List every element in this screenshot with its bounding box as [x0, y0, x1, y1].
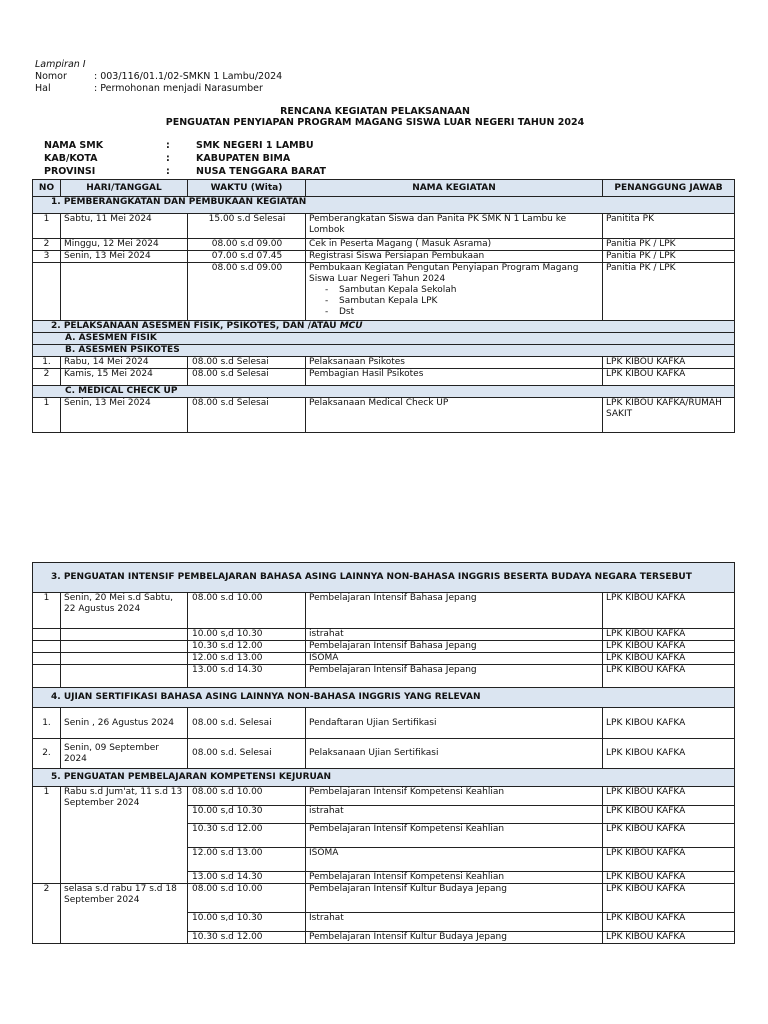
cell-time: 15.00 s.d Selesai [188, 214, 306, 239]
section-title: 1. PEMBERANGKATAN DAN PEMBUKAAN KEGIATAN [33, 197, 735, 214]
cell-activity: Pelaksanaan Ujian Sertifikasi [306, 739, 603, 769]
cell-date: Kamis, 15 Mei 2024 [61, 369, 188, 386]
cell-no: 2. [33, 739, 61, 769]
info-value: NUSA TENGGARA BARAT [196, 166, 327, 177]
cell-pic: LPK KIBOU KAFKA [603, 913, 735, 932]
cell-date [61, 653, 188, 665]
table-row [33, 239, 735, 251]
cell-pic: LPK KIBOU KAFKA [603, 739, 735, 769]
activity-sublist [309, 285, 599, 318]
info-label: NAMA SMK [44, 140, 104, 151]
cell-no: 2 [33, 369, 61, 386]
cell-pic: LPK KIBOU KAFKA [603, 593, 735, 629]
info-row [44, 139, 326, 152]
cell-pic: Panitia PK / LPK [603, 239, 735, 251]
cell-date [61, 665, 188, 688]
cell-no: 2 [33, 239, 61, 251]
cell-no: 1 [33, 787, 61, 884]
cell-date: Senin , 26 Agustus 2024 [61, 708, 188, 739]
section-row [33, 769, 735, 787]
cell-no: 1. [33, 357, 61, 369]
document-subtitle: PENGUATAN PENYIAPAN PROGRAM MAGANG SISWA LUAR NEGERI TAHUN 2024 [165, 117, 585, 128]
cell-date [61, 629, 188, 641]
subsection-row [33, 333, 735, 345]
table-row [33, 884, 735, 913]
cell-pic: LPK KIBOU KAFKA [603, 369, 735, 386]
subsection-title: A. ASESMEN FISIK [33, 333, 735, 345]
cell-time: 13.00 s.d 14.30 [188, 872, 306, 884]
info-label: PROVINSI [44, 166, 96, 177]
col-time: WAKTU (Wita) [188, 180, 306, 197]
cell-date: Rabu s.d Jum'at, 11 s.d 13 September 2024 [61, 787, 188, 884]
list-item: - Dst [325, 307, 599, 318]
info-row [44, 152, 326, 165]
cell-activity [306, 263, 603, 321]
cell-activity: Pemberangkatan Siswa dan Panita PK SMK N 1 Lambu ke Lombok [306, 214, 603, 239]
cell-pic: LPK KIBOU KAFKA [603, 641, 735, 653]
document-title: RENCANA KEGIATAN PELAKSANAAN [280, 106, 470, 117]
cell-time: 08.00 s.d Selesai [188, 357, 306, 369]
col-date: HARI/TANGGAL [61, 180, 188, 197]
list-item: - Sambutan Kepala LPK [325, 296, 599, 307]
section-title-italic: MCU [339, 321, 363, 331]
lampiran-label: Lampiran I [35, 59, 86, 70]
table-row [33, 665, 735, 688]
table-row [33, 708, 735, 739]
cell-activity: istrahat [306, 629, 603, 641]
cell-time: 08.00 s.d 10.00 [188, 593, 306, 629]
cell-pic: LPK KIBOU KAFKA [603, 708, 735, 739]
subsection-title: B. ASESMEN PSIKOTES [33, 345, 735, 357]
cell-activity: Pendaftaran Ujian Sertifikasi [306, 708, 603, 739]
table-row [33, 251, 735, 263]
cell-no: 3 [33, 251, 61, 263]
cell-activity: Pembelajaran Intensif Kompetensi Keahlian [306, 787, 603, 806]
cell-activity: Pembelajaran Intensif Bahasa Jepang [306, 665, 603, 688]
cell-time: 08.00 s.d 09.00 [188, 239, 306, 251]
cell-activity: Cek in Peserta Magang ( Masuk Asrama) [306, 239, 603, 251]
cell-no [33, 665, 61, 688]
cell-no [33, 263, 61, 321]
info-label: KAB/KOTA [44, 153, 98, 164]
hal-value: : Permohonan menjadi Narasumber [94, 83, 263, 94]
cell-pic: Panitia PK / LPK [603, 263, 735, 321]
cell-activity: Registrasi Siswa Persiapan Pembukaan [306, 251, 603, 263]
cell-no: 1 [33, 214, 61, 239]
section-row [33, 688, 735, 708]
cell-activity: Pembelajaran Intensif Kultur Budaya Jepang [306, 932, 603, 944]
subsection-row [33, 345, 735, 357]
cell-pic: LPK KIBOU KAFKA [603, 665, 735, 688]
cell-no: 2 [33, 884, 61, 944]
section-title: 4. UJIAN SERTIFIKASI BAHASA ASING LAINNYA NON-BAHASA INGGRIS YANG RELEVAN [33, 688, 735, 708]
cell-time: 10.30 s.d 12.00 [188, 641, 306, 653]
cell-activity: ISOMA [306, 848, 603, 872]
cell-activity: Pembagian Hasil Psikotes [306, 369, 603, 386]
cell-pic: LPK KIBOU KAFKA [603, 848, 735, 872]
table-row [33, 739, 735, 769]
cell-time: 10.00 s,d 10.30 [188, 913, 306, 932]
subsection-row [33, 386, 735, 398]
cell-date: Senin, 13 Mei 2024 [61, 398, 188, 433]
cell-time: 08.00 s.d. Selesai [188, 708, 306, 739]
cell-date: Minggu, 12 Mei 2024 [61, 239, 188, 251]
cell-pic: LPK KIBOU KAFKA [603, 806, 735, 824]
schedule-table-2 [32, 562, 735, 944]
info-colon: : [166, 153, 170, 164]
table-row [33, 263, 735, 321]
table-row [33, 357, 735, 369]
cell-pic: LPK KIBOU KAFKA [603, 629, 735, 641]
cell-activity: Pembelajaran Intensif Kultur Budaya Jepang [306, 884, 603, 913]
section-title: 3. PENGUATAN INTENSIF PEMBELAJARAN BAHASA ASING LAINNYA NON-BAHASA INGGRIS BESERTA BUDAYA NEGARA TERSEBUT [33, 563, 735, 593]
table-row [33, 593, 735, 629]
cell-activity: Istrahat [306, 913, 603, 932]
cell-time: 13.00 s.d 14.30 [188, 665, 306, 688]
cell-pic: Panitia PK / LPK [603, 251, 735, 263]
table-header-row [33, 180, 735, 197]
cell-activity: Pembelajaran Intensif Kompetensi Keahlian [306, 872, 603, 884]
info-value: SMK NEGERI 1 LAMBU [196, 140, 314, 151]
table-row [33, 653, 735, 665]
cell-time: 08.00 s.d Selesai [188, 369, 306, 386]
cell-date [61, 641, 188, 653]
letter-meta [35, 59, 282, 95]
cell-pic: LPK KIBOU KAFKA [603, 357, 735, 369]
cell-no: 1 [33, 398, 61, 433]
nomor-value: : 003/116/01.1/02-SMKN 1 Lambu/2024 [94, 71, 283, 82]
cell-activity: Pembelajaran Intensif Kompetensi Keahlian [306, 824, 603, 848]
cell-time: 08.00 s.d Selesai [188, 398, 306, 433]
cell-time: 08.00 s.d 10.00 [188, 884, 306, 913]
nomor-label: Nomor [35, 71, 67, 82]
section-title-text: 2. PELAKSANAAN ASESMEN FISIK, PSIKOTES, DAN /ATAU [51, 321, 337, 331]
table-row [33, 629, 735, 641]
cell-pic: LPK KIBOU KAFKA [603, 872, 735, 884]
school-info [44, 139, 326, 178]
table-row [33, 398, 735, 433]
cell-time: 08.00 s.d. Selesai [188, 739, 306, 769]
activity-text: Pembukaan Kegiatan Pengutan Penyiapan Program Magang Siswa Luar Negeri Tahun 2024 [309, 263, 579, 284]
cell-activity: Pembelajaran Intensif Bahasa Jepang [306, 593, 603, 629]
table-row [33, 214, 735, 239]
section-row [33, 197, 735, 214]
table-row [33, 641, 735, 653]
col-pic: PENANGGUNG JAWAB [603, 180, 735, 197]
info-row [44, 165, 326, 178]
cell-activity: Pelaksanaan Psikotes [306, 357, 603, 369]
cell-pic: LPK KIBOU KAFKA [603, 884, 735, 913]
cell-date: Senin, 20 Mei s.d Sabtu, 22 Agustus 2024 [61, 593, 188, 629]
cell-date: Sabtu, 11 Mei 2024 [61, 214, 188, 239]
info-colon: : [166, 166, 170, 177]
table-row [33, 369, 735, 386]
subsection-title: C. MEDICAL CHECK UP [33, 386, 735, 398]
cell-pic: LPK KIBOU KAFKA [603, 787, 735, 806]
info-value: KABUPATEN BIMA [196, 153, 291, 164]
cell-no: 1. [33, 708, 61, 739]
cell-time: 08.00 s.d 09.00 [188, 263, 306, 321]
col-no: NO [33, 180, 61, 197]
section-row [33, 321, 735, 333]
cell-pic: LPK KIBOU KAFKA [603, 932, 735, 944]
cell-activity: Pembelajaran Intensif Bahasa Jepang [306, 641, 603, 653]
cell-time: 08.00 s.d 10.00 [188, 787, 306, 806]
cell-date: selasa s.d rabu 17 s.d 18 September 2024 [61, 884, 188, 944]
cell-date: Senin, 13 Mei 2024 [61, 251, 188, 263]
cell-activity: ISOMA [306, 653, 603, 665]
cell-time: 10.00 s,d 10.30 [188, 806, 306, 824]
section-row [33, 563, 735, 593]
cell-time: 10.00 s,d 10.30 [188, 629, 306, 641]
cell-no [33, 653, 61, 665]
cell-no [33, 641, 61, 653]
cell-date [61, 263, 188, 321]
cell-activity: Pelaksanaan Medical Check UP [306, 398, 603, 433]
cell-time: 12.00 s.d 13.00 [188, 848, 306, 872]
cell-no: 1 [33, 593, 61, 629]
cell-pic: LPK KIBOU KAFKA [603, 653, 735, 665]
cell-time: 07.00 s.d 07.45 [188, 251, 306, 263]
cell-time: 10.30 s.d 12.00 [188, 824, 306, 848]
schedule-table-1 [32, 179, 735, 433]
info-colon: : [166, 140, 170, 151]
hal-label: Hal [35, 83, 51, 94]
table-row [33, 787, 735, 806]
section-title [33, 321, 735, 333]
cell-date: Rabu, 14 Mei 2024 [61, 357, 188, 369]
cell-date: Senin, 09 September 2024 [61, 739, 188, 769]
cell-pic: LPK KIBOU KAFKA [603, 824, 735, 848]
list-item: - Sambutan Kepala Sekolah [325, 285, 599, 296]
cell-activity: istrahat [306, 806, 603, 824]
cell-no [33, 629, 61, 641]
cell-pic: Panitita PK [603, 214, 735, 239]
cell-time: 12.00 s.d 13.00 [188, 653, 306, 665]
cell-time: 10.30 s.d 12.00 [188, 932, 306, 944]
cell-pic: LPK KIBOU KAFKA/RUMAH SAKIT [603, 398, 735, 433]
section-title: 5. PENGUATAN PEMBELAJARAN KOMPETENSI KEJURUAN [33, 769, 735, 787]
col-activity: NAMA KEGIATAN [306, 180, 603, 197]
